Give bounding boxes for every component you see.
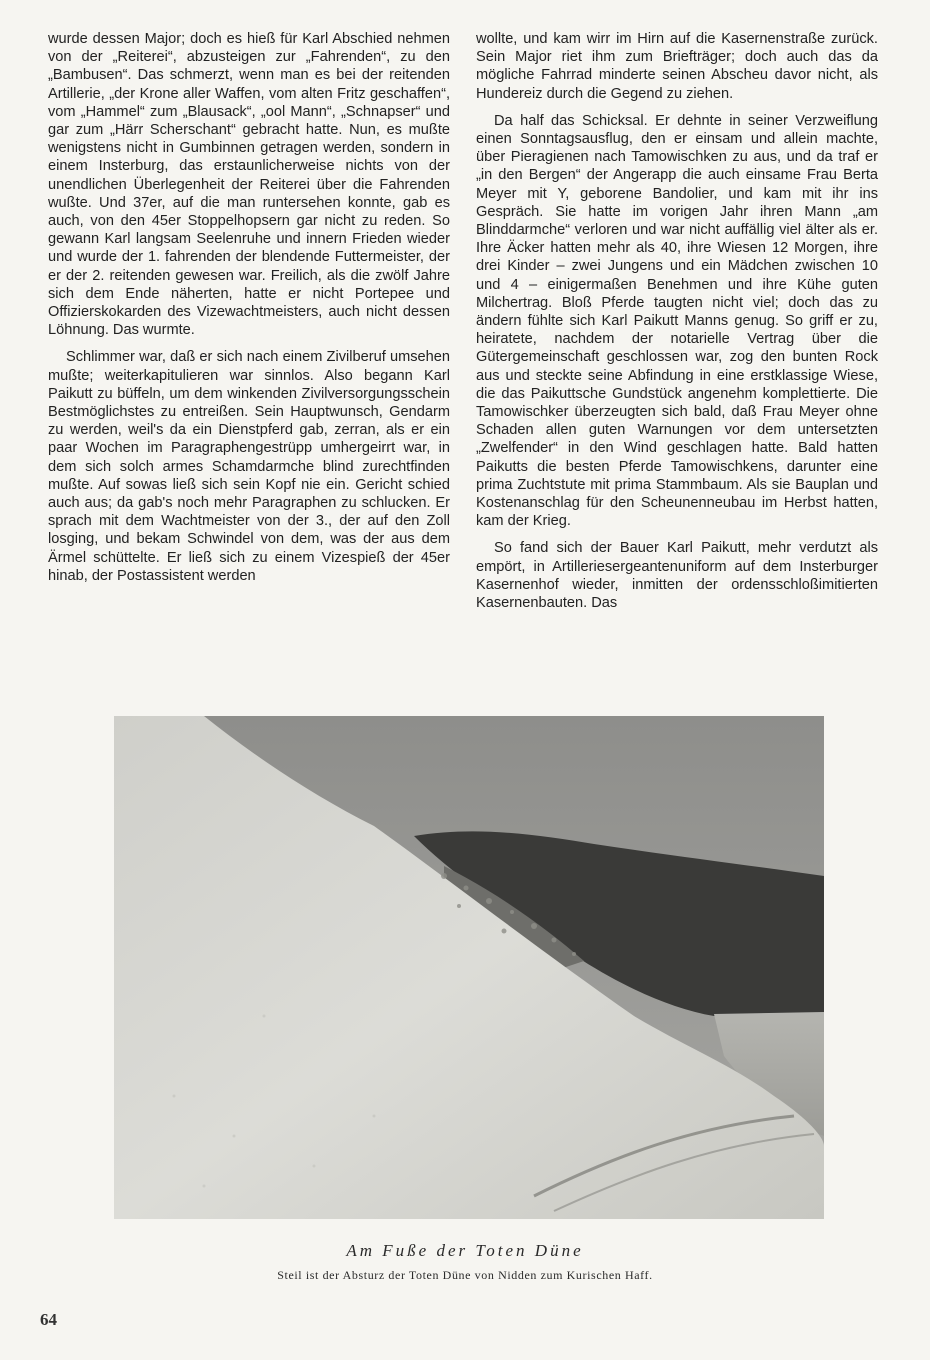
paragraph: wurde dessen Major; doch es hieß für Karl Abschied nehmen von der „Reiterei“, abzusteigen zur „Fahrenden“, zu den „Bambusen“. Das schmerzt, wenn man es bei der reitenden Artillerie, „der Krone aller Waffen, vom alten Fritz geschaffen“, vom „Hammel“ zum „Blausack“, „ool Mann“, „Schnapser“ und gar zum „Härr Scherschant“ gebracht hatte. Nun, es mußte wenigstens nicht in Gumbinnen getragen werden, sondern in einem Insterburg, das erstaunlicherweise nichts von der unendlichen Überlegenheit der Reiterei über die Fahrenden wußte. Und 37er, auf die man runtersehen konnte, gab es auch, von den 45er Stoppelhopsern gar nicht zu reden. So gewann Karl langsam Seelenruhe und innern Frieden wieder und wurde der 1. fahrenden der blendende Futtermeister, der er der 2. reitenden gewesen war. Freilich, als die zwölf Jahre sich dem Ende näherten, hatte er nicht Portepee und Offizierskokarden des Vizewachtmeisters, auch nicht dessen Löhnung. Das wurmte. (48, 31, 450, 339)
photo-caption-text: Steil ist der Absturz der Toten Düne von Nidden zum Kurischen Haff. (277, 1268, 653, 1282)
photo-caption-title: Am Fuße der Toten Düne (346, 1241, 584, 1260)
paragraph: Schlimmer war, daß er sich nach einem Zivilberuf umsehen mußte; weiterkapitulieren war sinnlos. Also begann Karl Paikutt zu büffeln, um dem winkenden Zivilversorgungsschein Bestmöglichstes zu entreißen. Sein Hauptwunsch, Gendarm zu werden, weil's da ein Dienstpferd gab, zerran, als er ein paar Wochen im Paragraphengestrüpp umhergeirrt war, in dem sich solch armes Schamdarmche blind zurechtfinden mußte. Auf sowas ließ sich sein Kopf nie ein. Gericht schied auch aus; da gab's noch mehr Paragraphen zu schlucken. Er sprach mit dem Wachtmeister von der 3., der auf den Zoll losging, und bekam Schwindel von dem, was der aus dem Ärmel schüttelte. Er ließ sich zu einem Vizespieß der 45er hinab, der Postassistent werden (48, 349, 450, 584)
paragraph: wollte, und kam wirr im Hirn auf die Kasernenstraße zurück. Sein Major riet ihm zum Briefträger; doch auch das da mögliche Fahrrad minderte seinen Abscheu davor nicht, als Hundereiz durch die Gegend zu ziehen. (476, 31, 878, 102)
paragraph: So fand sich der Bauer Karl Paikutt, mehr verdutzt als empört, in Artilleriesergeantenuniform auf dem Insterburger Kasernenhof wieder, inmitten der ordensschloßimitierten Kasernenbauten. Das (476, 540, 878, 612)
page-number: 64 (40, 1310, 57, 1329)
dune-photograph (114, 716, 824, 1219)
paragraph: Da half das Schicksal. Er dehnte in seiner Verzweiflung einen Sonntagsausflug, den er einsam und allein machte, über Pieragienen nach Tamowischken zu aus, und da traf er „in den Bergen“ der Angerapp die auch einsame Frau Berta Meyer mit Y, geborene Bandolier, und kam mit ihr ins Gespräch. Sie hatte im vorigen Jahr ihren Mann „am Blinddarmche“ verloren und war nicht auffällig viel älter als er. Ihre Äcker hatten mehr als 40, ihre Wiesen 12 Morgen, ihre drei Kinder – zwei Jungens und ein Mädchen zwischen 10 und 4 – einigermaßen Benehmen und ihre Kühe guten Milchertrag. Bloß Pferde taugten nicht viel; doch das zu ändern fühlte sich Karl Paikutt Manns genug. So griff er zu, heiratete, nachdem der notarielle Vertrag über die Gütergemeinschaft geschlossen war, zog den bunten Rock aus und steckte seine Abfindung in eine erstklassige Wiese, die das Paikuttsche Gundstück angenehm komplettierte. Die Tamowischker überzeugten sich bald, daß Frau Meyer ohne Schaden allen guten Warnungen vor dem untersetzten „Zwelfender“ in den Wind geschlagen hatte. Bald hatten Paikutts die besten Pferde Tamowischkens, darunter eine prima Zuchtstute mit prima Stammbaum. Als sie Bauplan und Kostenanschlag für den Scheunenneubau im Herbst hatten, kam der Krieg. (476, 112, 878, 530)
text-column-right (476, 30, 878, 621)
text-column-left (48, 30, 450, 594)
